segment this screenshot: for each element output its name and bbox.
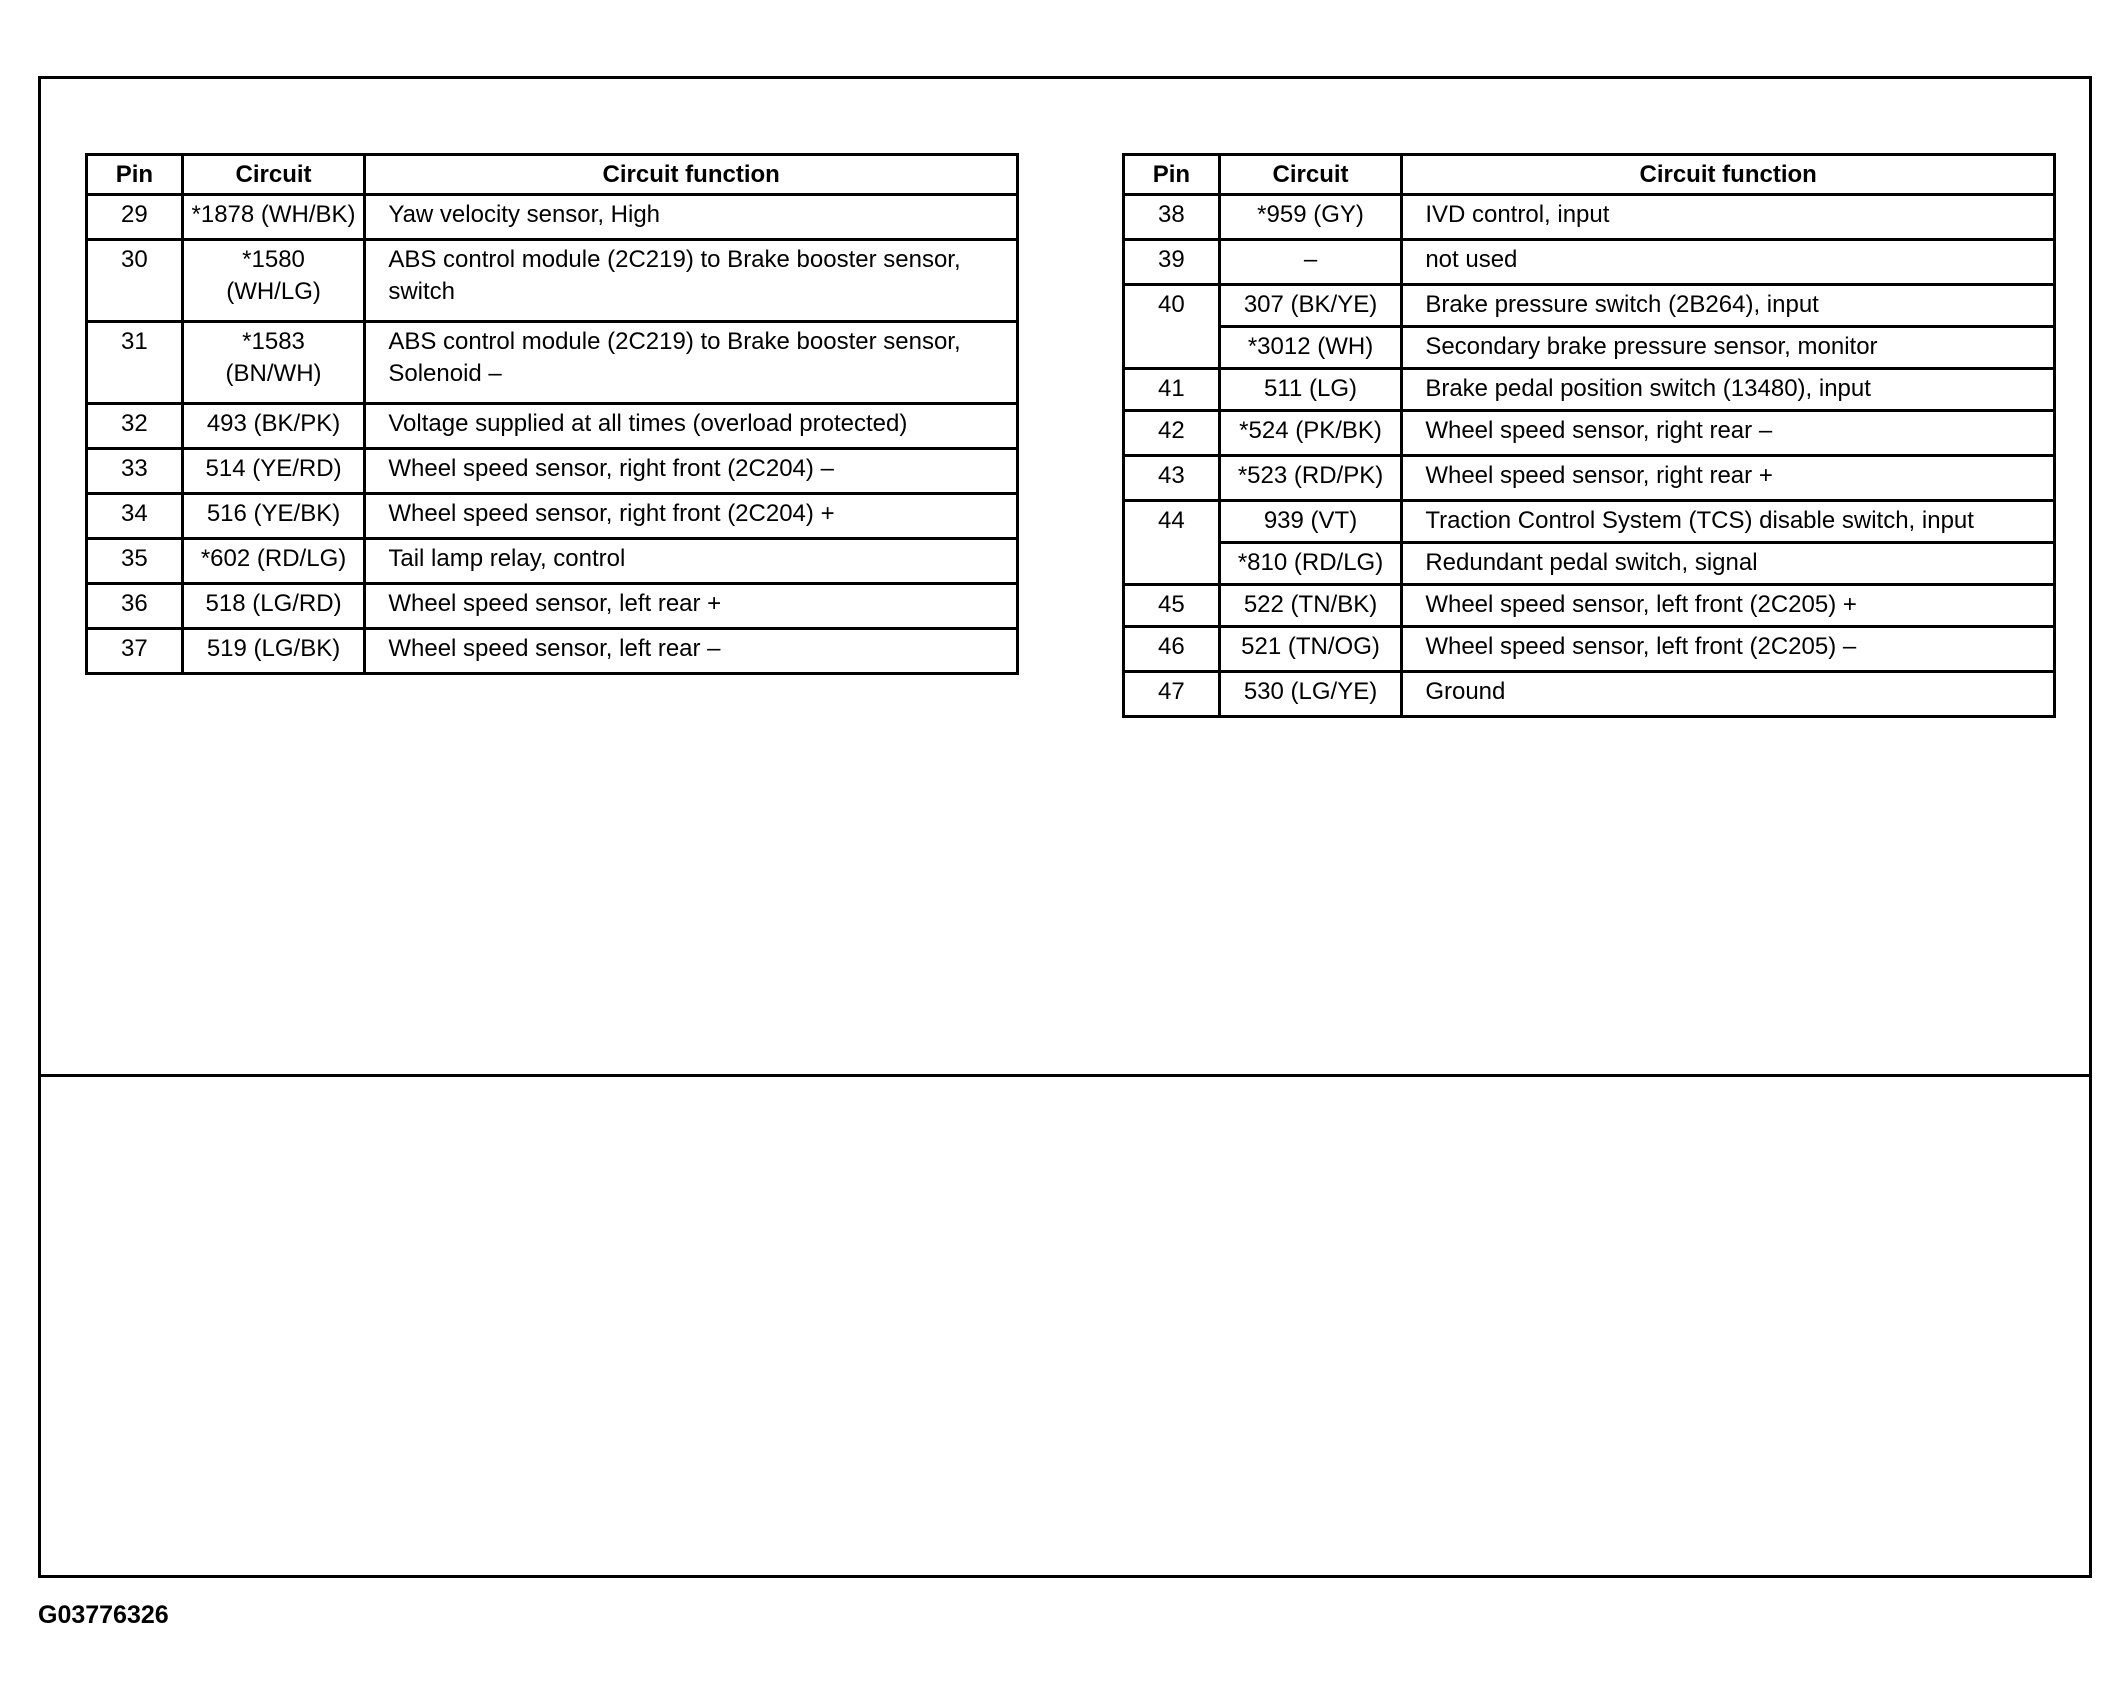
circuit-cell: *959 (GY) — [1219, 195, 1402, 240]
pin-cell: 41 — [1124, 369, 1220, 411]
header-pin: Pin — [87, 155, 183, 195]
header-pin: Pin — [1124, 155, 1220, 195]
circuit-cell: 511 (LG) — [1219, 369, 1402, 411]
table-row — [1124, 195, 2055, 240]
table-row — [1124, 327, 2055, 369]
pin-cell: 38 — [1124, 195, 1220, 240]
table-row — [87, 539, 1018, 584]
function-cell: Secondary brake pressure sensor, monitor — [1402, 327, 2055, 369]
table-row — [87, 195, 1018, 240]
table-row — [1124, 369, 2055, 411]
function-cell: Brake pedal position switch (13480), input — [1402, 369, 2055, 411]
function-line: ABS control module (2C219) to Brake booster sensor, — [388, 246, 961, 273]
circuit-cell — [182, 240, 365, 322]
function-cell: Wheel speed sensor, right rear – — [1402, 411, 2055, 456]
circuit-cell: *810 (RD/LG) — [1219, 543, 1402, 585]
table-row — [87, 629, 1018, 674]
function-cell: Ground — [1402, 672, 2055, 717]
table-row — [1124, 456, 2055, 501]
circuit-cell: 493 (BK/PK) — [182, 404, 365, 449]
table-row — [1124, 411, 2055, 456]
frame-divider — [41, 1074, 2089, 1077]
circuit-cell: *602 (RD/LG) — [182, 539, 365, 584]
circuit-cell: 522 (TN/BK) — [1219, 585, 1402, 627]
pin-cell: 34 — [87, 494, 183, 539]
pin-cell: 29 — [87, 195, 183, 240]
function-cell: Redundant pedal switch, signal — [1402, 543, 2055, 585]
function-line: switch — [388, 278, 456, 305]
figure-id: G03776326 — [38, 1601, 169, 1629]
table-row — [1124, 543, 2055, 585]
function-cell: IVD control, input — [1402, 195, 2055, 240]
pin-cell: 32 — [87, 404, 183, 449]
circuit-cell: *523 (RD/PK) — [1219, 456, 1402, 501]
function-cell: Brake pressure switch (2B264), input — [1402, 285, 2055, 327]
table-row — [87, 449, 1018, 494]
function-line: Solenoid – — [388, 360, 502, 387]
circuit-line: *1583 — [242, 328, 305, 355]
function-cell: Tail lamp relay, control — [365, 539, 1018, 584]
circuit-cell: *1878 (WH/BK) — [182, 195, 365, 240]
function-cell: Wheel speed sensor, left rear – — [365, 629, 1018, 674]
function-cell — [365, 240, 1018, 322]
function-cell: Wheel speed sensor, left rear + — [365, 584, 1018, 629]
header-function: Circuit function — [1402, 155, 2055, 195]
function-cell: Traction Control System (TCS) disable switch, input — [1402, 501, 2055, 543]
function-cell: Wheel speed sensor, left front (2C205) + — [1402, 585, 2055, 627]
table-row — [1124, 240, 2055, 285]
pin-cell: 36 — [87, 584, 183, 629]
pin-table-right — [1122, 153, 2056, 718]
circuit-cell — [182, 322, 365, 404]
function-cell: Wheel speed sensor, right rear + — [1402, 456, 2055, 501]
pin-cell: 40 — [1124, 285, 1220, 369]
circuit-cell: 514 (YE/RD) — [182, 449, 365, 494]
pin-cell: 33 — [87, 449, 183, 494]
table-row — [1124, 585, 2055, 627]
circuit-cell: 307 (BK/YE) — [1219, 285, 1402, 327]
header-circuit: Circuit — [1219, 155, 1402, 195]
pin-cell: 30 — [87, 240, 183, 322]
function-cell: Yaw velocity sensor, High — [365, 195, 1018, 240]
pin-cell: 42 — [1124, 411, 1220, 456]
table-row — [87, 584, 1018, 629]
table-row — [87, 494, 1018, 539]
pin-cell: 46 — [1124, 627, 1220, 672]
pin-cell: 45 — [1124, 585, 1220, 627]
pin-cell: 43 — [1124, 456, 1220, 501]
function-cell: Wheel speed sensor, left front (2C205) – — [1402, 627, 2055, 672]
pin-cell: 31 — [87, 322, 183, 404]
table-row — [1124, 501, 2055, 543]
pin-cell: 37 — [87, 629, 183, 674]
pin-cell: 47 — [1124, 672, 1220, 717]
header-row — [87, 155, 1018, 195]
table-row — [87, 240, 1018, 322]
function-cell: Voltage supplied at all times (overload protected) — [365, 404, 1018, 449]
header-function: Circuit function — [365, 155, 1018, 195]
circuit-cell: 939 (VT) — [1219, 501, 1402, 543]
circuit-cell: *3012 (WH) — [1219, 327, 1402, 369]
circuit-cell: – — [1219, 240, 1402, 285]
circuit-cell: 521 (TN/OG) — [1219, 627, 1402, 672]
table-row — [1124, 285, 2055, 327]
table-row — [87, 322, 1018, 404]
pin-cell: 35 — [87, 539, 183, 584]
function-cell: Wheel speed sensor, right front (2C204) – — [365, 449, 1018, 494]
function-cell — [365, 322, 1018, 404]
pin-cell: 44 — [1124, 501, 1220, 585]
table-row — [1124, 627, 2055, 672]
function-cell: not used — [1402, 240, 2055, 285]
function-cell: Wheel speed sensor, right front (2C204) + — [365, 494, 1018, 539]
circuit-line: (WH/LG) — [226, 278, 321, 305]
pin-cell: 39 — [1124, 240, 1220, 285]
function-line: ABS control module (2C219) to Brake booster sensor, — [388, 328, 961, 355]
circuit-cell: 530 (LG/YE) — [1219, 672, 1402, 717]
circuit-cell: 519 (LG/BK) — [182, 629, 365, 674]
table-row — [87, 404, 1018, 449]
circuit-cell: *524 (PK/BK) — [1219, 411, 1402, 456]
header-row — [1124, 155, 2055, 195]
circuit-cell: 518 (LG/RD) — [182, 584, 365, 629]
circuit-cell: 516 (YE/BK) — [182, 494, 365, 539]
circuit-line: *1580 — [242, 246, 305, 273]
diagram-frame — [38, 76, 2092, 1578]
header-circuit: Circuit — [182, 155, 365, 195]
circuit-line: (BN/WH) — [225, 360, 322, 387]
table-row — [1124, 672, 2055, 717]
pin-table-left — [85, 153, 1019, 675]
